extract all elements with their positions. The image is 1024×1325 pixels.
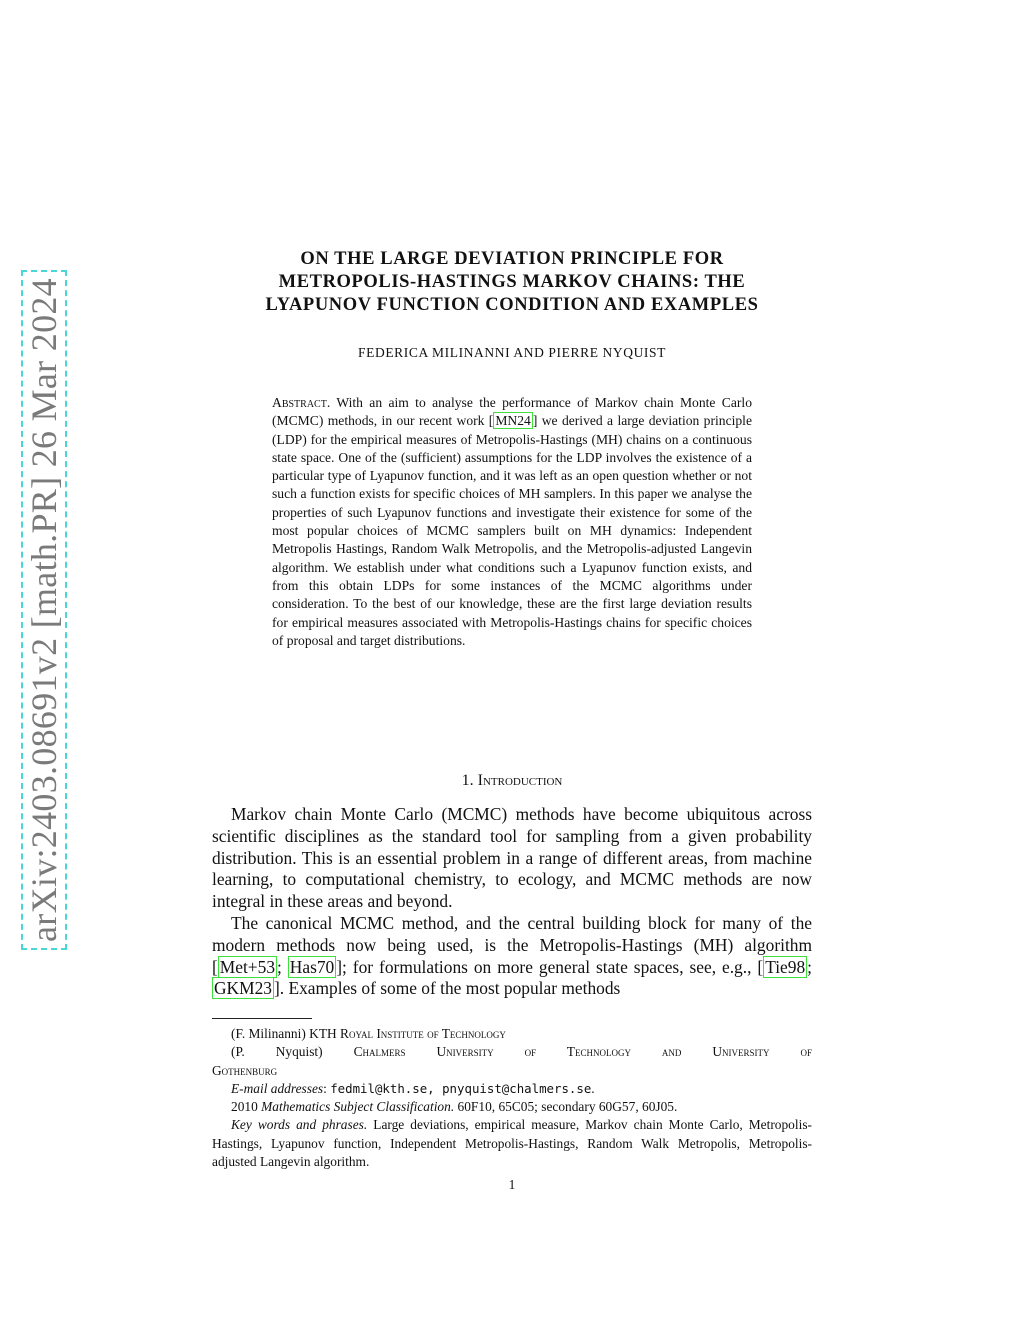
section-number: 1.	[461, 772, 474, 789]
paragraph: Markov chain Monte Carlo (MCMC) methods have become ubiquitous across scientific disciplines as the standard tool for sampling from a given probability distribution. This is an essential problem in a range of different areas, from machine learning, to computational chemistry, to ecology, and MCMC methods are now integral in these areas and beyond.	[212, 804, 812, 912]
email-line: E-mail addresses: fedmil@kth.se, pnyquist@chalmers.se.	[231, 1080, 595, 1096]
abstract: Abstract. With an aim to analyse the performance of Markov chain Monte Carlo (MCMC) methods, in our recent work [ MN24 ] we derived a large deviation principle (LDP) for the empirical measures of Metropolis-Hastings (MH) chains on a continuous state space. One of the (sufficient) assumptions for the LDP involves the existence of a particular type of Lyapunov function, and it was left as an open question whether or not such a function exists for specific choices of MH samplers. In this paper we analyse the properties of such Lyapunov functions and investigate their existence for some of the most popular choices of MCMC samplers built on MH dynamics: Independent Metropolis Hastings, Random Walk Metropolis, and the Metropolis-adjusted Langevin algorithm. We establish under what conditions such a Lyapunov function exists, and from this obtain LDPs for some instances of the MCMC algorithms under consideration. To the best of our knowledge, these are the first large deviation results for empirical measures associated with Metropolis-Hastings chains for specific choices of proposal and target distributions.	[272, 395, 752, 648]
paragraph-text: ; for formulations on more general state spaces, see, e.g.,	[342, 956, 752, 977]
paper-title	[200, 248, 824, 317]
title-line: ON THE LARGE DEVIATION PRINCIPLE FOR	[300, 249, 724, 269]
citation-link[interactable]: MN24	[495, 413, 531, 429]
affiliation-institution: Royal Institute of Technology	[340, 1026, 506, 1041]
paragraph-text: The canonical MCMC method, and the central building block for many of the modern methods now being used, is the Metropolis-Hastings (MH) algorithm	[212, 912, 812, 955]
abstract-label: Abstract.	[272, 395, 331, 410]
citation-link[interactable]: Tie98	[765, 956, 806, 977]
keywords-label: Key words and phrases.	[231, 1117, 368, 1133]
citation-link[interactable]: Has70	[289, 956, 335, 977]
arxiv-identifier[interactable]: arXiv:2403.08691v2 [math.PR] 26 Mar 2024	[21, 270, 67, 950]
title-line: LYAPUNOV FUNCTION CONDITION AND EXAMPLES	[265, 295, 759, 315]
footnotes	[212, 1025, 812, 1171]
page-number: 1	[508, 1177, 516, 1192]
keywords-text: Large deviations, empirical measure, Markov chain Monte Carlo, Metropolis-Hastings, Lyapunov function, Independent Metropolis-Hastings, Random Walk Metropolis, Metropolis-adjusted Langevin algorithm.	[212, 1117, 812, 1170]
abstract-text: we derived a large deviation principle (LDP) for the empirical measures of Metropolis-Hastings (MH) chains on a continuous state space. One of the (sufficient) assumptions for the LDP involves the existence of a particular type of Lyapunov function, and it was left as an open question whether or not such a function exists for specific choices of MH samplers. In this paper we analyse the properties of such Lyapunov functions and investigate their existence for some of the most popular choices of MCMC samplers built on MH dynamics: Independent Metropolis Hastings, Random Walk Metropolis, and the Metropolis-adjusted Langevin algorithm. We establish under what conditions such a Lyapunov function exists, and from this obtain LDPs for some instances of the MCMC algorithms under consideration. To the best of our knowledge, these are the first large deviation results for empirical measures associated with Metropolis-Hastings chains for specific choices of proposal and target distributions.	[272, 413, 752, 648]
paragraph-text: . Examples of some of the most popular methods	[279, 978, 621, 999]
affiliation-2	[212, 1043, 812, 1061]
footnote-rule	[212, 1018, 312, 1019]
affiliation-name: (P. Nyquist)	[231, 1044, 323, 1060]
section-title: Introduction	[477, 772, 563, 789]
msc-codes: 60F10, 65C05; secondary 60G57, 60J05.	[457, 1099, 678, 1115]
affiliation-2-continued: Gothenburg	[212, 1062, 278, 1078]
affiliation-1	[212, 1025, 812, 1043]
abstract-text: With an aim to analyse the performance of Markov chain Monte Carlo (MCMC) methods, in our recent work	[272, 395, 752, 429]
msc-year: 2010	[231, 1099, 258, 1115]
email-addresses[interactable]: fedmil@kth.se, pnyquist@chalmers.se	[330, 1080, 592, 1096]
msc-label: Mathematics Subject Classification.	[261, 1099, 455, 1115]
citation-link[interactable]: Met+53	[219, 956, 276, 977]
affiliation-name: (F. Milinanni) KTH	[231, 1026, 337, 1041]
introduction-body	[212, 804, 812, 1000]
authors: FEDERICA MILINANNI AND PIERRE NYQUIST	[358, 345, 666, 360]
section-heading	[200, 772, 824, 790]
affiliation-institution: Chalmers University of Technology and University of	[353, 1044, 813, 1060]
keywords-line	[212, 1116, 812, 1171]
email-label: E-mail addresses	[231, 1080, 324, 1096]
msc-line	[212, 1098, 812, 1116]
paragraph: The canonical MCMC method, and the central building block for many of the modern methods now being used, is the Metropolis-Hastings (MH) algorithm [ Met+53 ; Has70 ]; for formulations on more general state spaces, see, e.g., [ Tie98 ; GKM23 ]. Examples of some of the most popular methods	[212, 912, 812, 999]
citation-link[interactable]: GKM23	[214, 978, 272, 999]
title-line: METROPOLIS-HASTINGS MARKOV CHAINS: THE	[278, 272, 746, 292]
